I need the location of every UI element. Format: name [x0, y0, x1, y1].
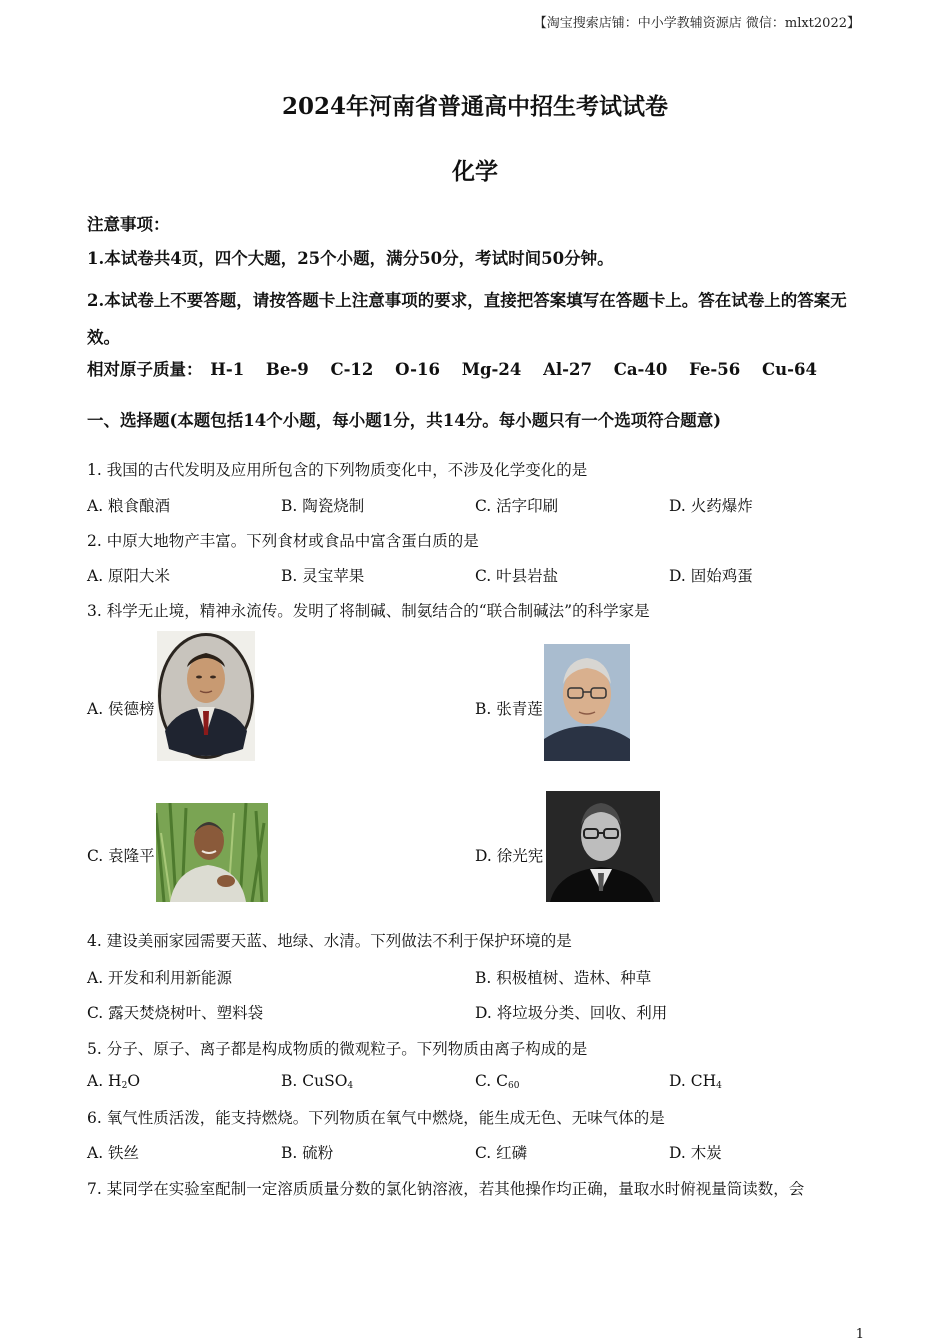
atomic-masses [87, 356, 833, 380]
question-2-option-a: A. 原阳大米 [87, 567, 171, 585]
notice-heading: 注意事项： [87, 215, 170, 234]
question-4-stem: 4. 建设美丽家园需要天蓝、地绿、水清。下列做法不利于保护环境的是 [87, 932, 572, 950]
atomic-mass-item: O-16 [395, 360, 440, 379]
exam-title: 2024年河南省普通高中招生考试试卷 [281, 93, 668, 120]
question-3-stem: 3. 科学无止境，精神永流传。发明了将制碱、制氨结合的“联合制碱法”的科学家是 [87, 602, 650, 620]
question-5-stem: 5. 分子、原子、离子都是构成物质的微观粒子。下列物质由离子构成的是 [87, 1040, 588, 1058]
section-heading: 一、选择题(本题包括14个小题，每小题1分，共14分。每小题只有一个选项符合题意) [87, 411, 722, 430]
atomic-mass-item: Ca-40 [613, 360, 668, 379]
notice-item-1: 1.本试卷共4页，四个大题，25个小题，满分50分，考试时间50分钟。 [87, 249, 614, 268]
question-1-stem: 1. 我国的古代发明及应用所包含的下列物质变化中，不涉及化学变化的是 [87, 461, 588, 479]
question-6-option-a: A. 铁丝 [87, 1144, 140, 1162]
atomic-mass-item: C-12 [330, 360, 374, 379]
question-1-option-a: A. 粮食酿酒 [87, 497, 171, 515]
question-1-option-c: C. 活字印刷 [475, 497, 559, 515]
portrait-xu-guangxian-image [546, 791, 660, 902]
portrait-hou-debang-image [157, 631, 255, 761]
question-3-option-b: B. 张青莲 [475, 700, 543, 718]
question-5-option-c [475, 1072, 519, 1091]
portrait-yuan-longping-image [156, 803, 268, 902]
question-1-option-b: B. 陶瓷烧制 [281, 497, 365, 515]
option-text: A. H [87, 1072, 122, 1090]
header-note: 【淘宝搜索店铺：中小学教辅资源店 微信：mlxt2022】 [533, 16, 860, 31]
subscript: 4 [716, 1081, 722, 1091]
atomic-mass-item: Be-9 [265, 360, 309, 379]
question-4-option-a: A. 开发和利用新能源 [87, 969, 233, 987]
portrait-zhang-qinglian-image [544, 644, 630, 761]
question-6-option-d: D. 木炭 [669, 1144, 722, 1162]
question-3-option-d: D. 徐光宪 [475, 847, 544, 865]
question-4-option-d: D. 将垃圾分类、回收、利用 [475, 1004, 668, 1022]
question-5-option-d [669, 1072, 722, 1091]
option-text: O [127, 1072, 141, 1090]
question-7-stem: 7. 某同学在实验室配制一定溶质质量分数的氯化钠溶液，若其他操作均正确，量取水时俯视量筒读数，会 [87, 1180, 805, 1198]
atomic-mass-item: Mg-24 [461, 360, 522, 379]
notice-item-2: 2.本试卷上不要答题，请按答题卡上注意事项的要求，直接把答案填写在答题卡上。答在试卷上的答案无效。 [87, 291, 847, 347]
subscript: 2 [121, 1081, 128, 1091]
page-number: 1 [855, 1327, 864, 1342]
question-2-option-d: D. 固始鸡蛋 [669, 567, 753, 585]
subscript: 60 [508, 1081, 520, 1091]
atomic-mass-item: Al-27 [543, 360, 592, 379]
option-text: B. CuSO [281, 1072, 348, 1090]
atomic-mass-item: H-1 [210, 360, 245, 379]
question-2-option-c: C. 叶县岩盐 [475, 567, 559, 585]
option-text: D. CH [669, 1072, 717, 1090]
question-2-stem: 2. 中原大地物产丰富。下列食材或食品中富含蛋白质的是 [87, 532, 479, 550]
question-6-option-c: C. 红磷 [475, 1144, 528, 1162]
question-3-option-a: A. 侯德榜 [87, 700, 155, 718]
question-4-option-b: B. 积极植树、造林、种草 [475, 969, 652, 987]
question-1-option-d: D. 火药爆炸 [669, 497, 753, 515]
option-text: C. C [475, 1072, 509, 1090]
subject-title: 化学 [452, 158, 498, 185]
question-3-option-c: C. 袁隆平 [87, 847, 155, 865]
question-5-option-a [87, 1072, 140, 1091]
question-6-stem: 6. 氧气性质活泼，能支持燃烧。下列物质在氧气中燃烧，能生成无色、无味气体的是 [87, 1109, 665, 1127]
question-5-option-b [281, 1072, 353, 1091]
question-6-option-b: B. 硫粉 [281, 1144, 334, 1162]
atomic-mass-item: Cu-64 [761, 360, 817, 379]
atomic-mass-item: Fe-56 [689, 360, 741, 379]
atomic-masses-label: 相对原子质量： [87, 360, 203, 379]
question-2-option-b: B. 灵宝苹果 [281, 567, 365, 585]
question-4-option-c: C. 露天焚烧树叶、塑料袋 [87, 1004, 264, 1022]
subscript: 4 [347, 1081, 354, 1091]
